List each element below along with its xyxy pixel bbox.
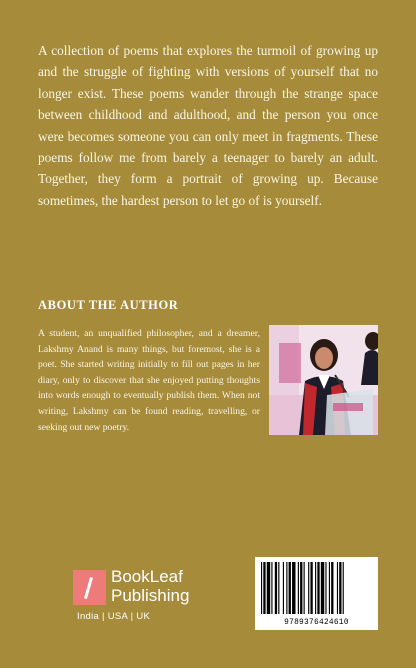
publisher-name-line2: Publishing — [111, 586, 190, 605]
author-bio: A student, an unqualified philosopher, and a dreamer, Lakshmy Anand is many things, but foremost, she is a poet. She started writing initially to fill out pages in her diary, only to discover that she enjoyed putting thoughts into words enough to eventually publish them. When not writing, Lakshmy can be found reading, travelling, or seeking out new poetry. — [38, 328, 260, 433]
isbn-barcode — [255, 557, 378, 630]
bookleaf-mark-icon — [73, 570, 106, 605]
publisher-logo — [73, 567, 190, 627]
publisher-name-line1: BookLeaf — [111, 567, 183, 586]
barcode-bars-icon — [255, 557, 378, 619]
back-cover-blurb: A collection of poems that explores the turmoil of growing up and the struggle of fighting with versions of yourself that no longer exist. These poems wander through the strange space between childhood and adulthood, and the person you once were becomes someone you can only meet in fragments. These poems follow me from barely a teenager to barely an adult. Together, they form a portrait of growing up. Because sometimes, the hardest person to let go of is yourself. — [38, 43, 378, 208]
about-the-author-heading: ABOUT THE AUTHOR — [38, 298, 179, 312]
publisher-regions: India | USA | UK — [77, 611, 151, 622]
author-photo — [269, 325, 378, 435]
isbn-number: 9789376424610 — [284, 619, 349, 627]
